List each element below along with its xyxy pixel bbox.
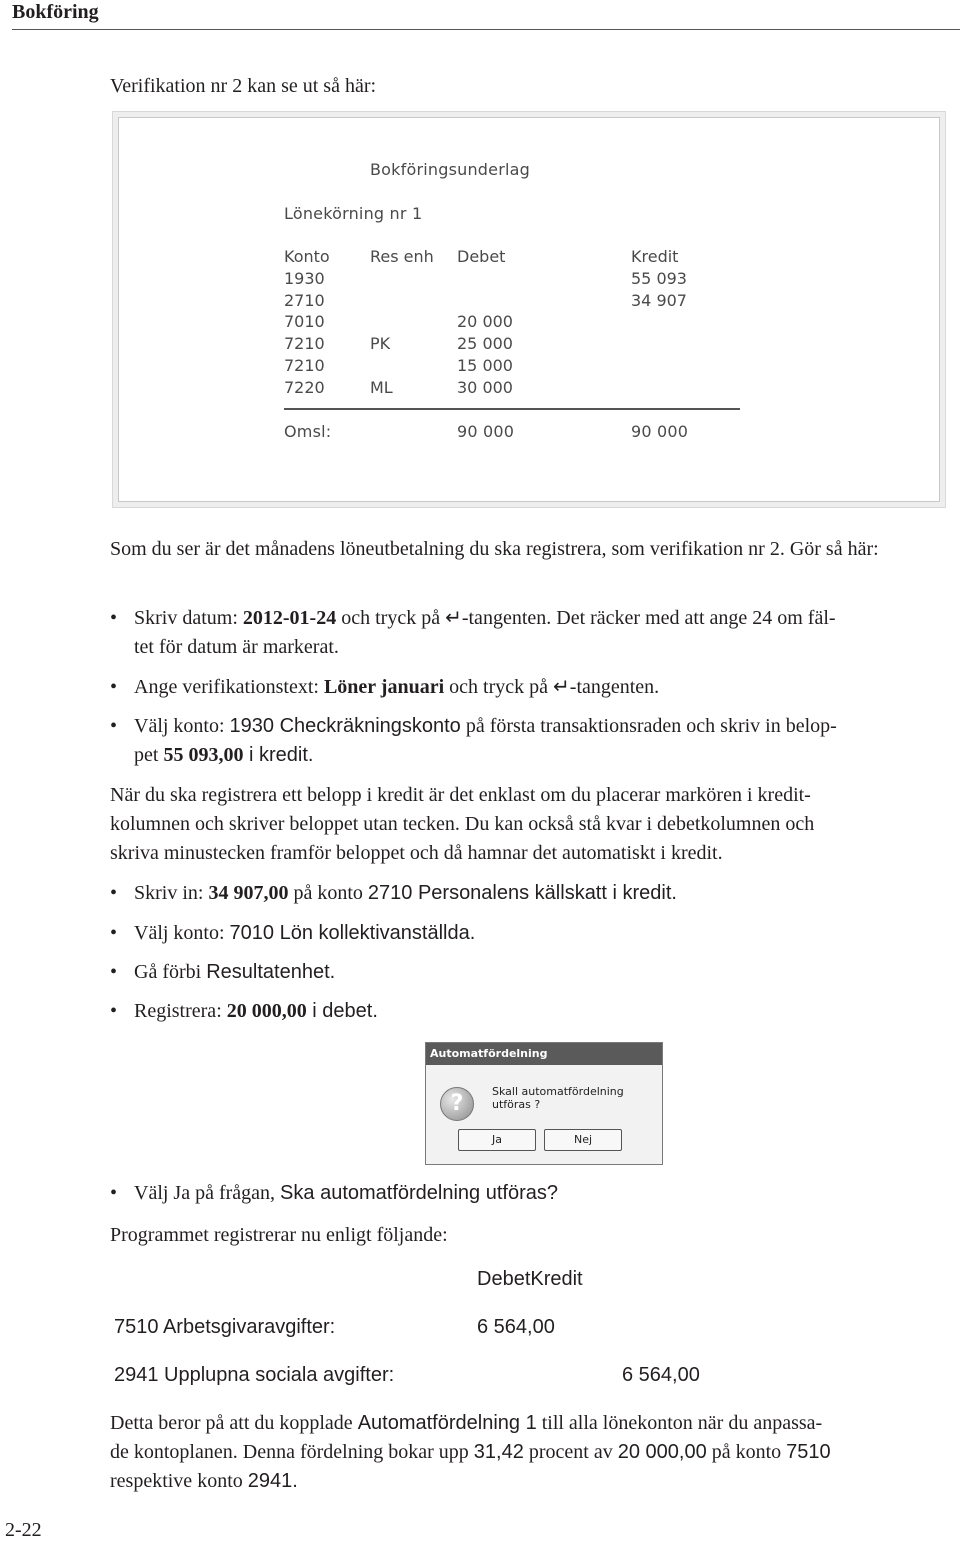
dialog-title: Automatfördelning — [426, 1043, 662, 1065]
result-row-debet: 6 564,00 — [477, 1316, 555, 1338]
bullet-text: Ange verifikationstext: — [134, 676, 324, 698]
cell-kredit — [631, 333, 687, 355]
cell-debet — [457, 290, 513, 312]
col-kredit — [631, 246, 687, 399]
header-kredit: Kredit — [631, 247, 679, 266]
field-name: Resultatenhet. — [206, 961, 336, 983]
cell-kredit — [631, 355, 687, 377]
cell-debet: 20 000 — [457, 312, 513, 332]
bullet-text: på konto — [288, 882, 368, 904]
account-number: 7510 — [786, 1441, 831, 1463]
bullet-text: och tryck på — [336, 607, 446, 629]
paragraph-line — [110, 1467, 960, 1496]
cell-konto: 7210 — [284, 355, 325, 375]
bullet-item — [110, 604, 960, 662]
text: på konto — [706, 1441, 787, 1463]
result-row-kredit: 6 564,00 — [622, 1364, 700, 1386]
intro-text: Verifikation nr 2 kan se ut så här: — [110, 75, 377, 97]
bullet-dot: • — [110, 882, 118, 904]
total-label: Omsl: — [284, 422, 332, 441]
total-kredit: 90 000 — [631, 422, 689, 441]
account-number: 2941. — [247, 1470, 298, 1492]
paragraph-line: skriva minustecken framför beloppet och då hamnar det automatiskt i kredit. — [110, 842, 723, 864]
bullet-dot: • — [110, 1000, 118, 1022]
bullet-text: i debet. — [306, 1000, 378, 1022]
header-konto: Konto — [284, 247, 330, 266]
automatfordelning-dialog — [425, 1042, 663, 1165]
bullet-item — [110, 958, 960, 987]
cell-konto: 1930 — [284, 268, 325, 288]
cell-kredit: 55 093 — [631, 268, 687, 288]
bullet-text: Registrera: — [134, 1000, 227, 1022]
cell-res — [370, 268, 434, 290]
voucher-title: Bokföringsunderlag — [370, 160, 530, 179]
text: procent av — [523, 1441, 618, 1463]
bullet-text: tet för datum är markerat. — [134, 636, 339, 658]
bullet-dot: • — [110, 1182, 118, 1204]
cell-debet: 15 000 — [457, 355, 513, 375]
bullet-text: i kredit. — [243, 744, 314, 766]
page-number: 2-22 — [5, 1519, 42, 1541]
bullet-dot: • — [110, 676, 118, 698]
dialog-question: Ska automatfördelning utföras? — [280, 1182, 558, 1204]
voucher-subtitle: Lönekörning nr 1 — [284, 204, 423, 223]
account-name: 1930 Checkräkningskonto — [229, 715, 461, 737]
cell-debet: 25 000 — [457, 334, 513, 354]
bullet-text: Skriv in: — [134, 882, 209, 904]
paragraph-1: Som du ser är det månadens löneutbetalning du ska registrera, som verifikation nr 2. Gör så här: — [110, 538, 879, 560]
bullet-dot: • — [110, 961, 118, 983]
cell-res: ML — [370, 377, 393, 397]
bullet-dot: • — [110, 607, 118, 629]
bullet-item — [110, 1179, 960, 1208]
paragraph-4 — [110, 1409, 960, 1496]
result-row-label: 2941 Upplupna sociala avgifter: — [114, 1364, 395, 1386]
header-res-enh: Res enh — [370, 247, 434, 266]
cell-konto: 7210 — [284, 334, 325, 354]
voucher-screenshot — [118, 117, 940, 502]
header-debet: Debet — [457, 247, 506, 266]
bullet-item — [110, 673, 960, 702]
paragraph-3: Programmet registrerar nu enligt följande: — [110, 1224, 448, 1246]
bullet-text: Välj Ja på frågan, — [134, 1182, 281, 1204]
cell-kredit — [631, 377, 687, 399]
bullet-text: på första transaktionsraden och skriv in belop- — [460, 715, 837, 737]
text: Detta beror på att du kopplade — [110, 1412, 358, 1434]
paragraph-line: När du ska registrera ett belopp i kredit är det enklast om du placerar markören i kredit- — [110, 784, 811, 806]
bullet-item — [110, 879, 960, 908]
amount-value: 34 907,00 — [208, 882, 289, 904]
amount-value: 55 093,00 — [163, 744, 244, 766]
col-konto — [284, 246, 330, 399]
bullet-text: -tangenten. Det räcker med att ange 24 om fäl- — [461, 607, 836, 629]
paragraph-line: kolumnen och skriver beloppet utan tecken. Du kan också stå kvar i debetkolumnen och — [110, 813, 815, 835]
enter-key-icon: ↵ — [445, 607, 462, 629]
bullet-item — [110, 919, 960, 948]
bullet-text: pet — [134, 744, 164, 766]
amount-value: 20 000,00 — [226, 1000, 307, 1022]
date-value: 2012-01-24 — [242, 607, 337, 629]
bullet-text: Gå förbi — [134, 961, 207, 983]
bullet-text: och tryck på — [444, 676, 554, 698]
bullet-item — [110, 997, 960, 1026]
cell-konto: 2710 — [284, 290, 325, 310]
cell-debet — [457, 268, 513, 290]
text: respektive konto — [110, 1470, 248, 1492]
total-debet: 90 000 — [457, 422, 515, 441]
bullet-dot: • — [110, 922, 118, 944]
dialog-message: Skall automatfördelning utföras ? — [492, 1085, 624, 1111]
cell-res — [370, 355, 434, 377]
no-button[interactable]: Nej — [544, 1129, 622, 1151]
account-name: 2710 Personalens källskatt i kredit. — [367, 882, 677, 904]
bullet-dot: • — [110, 715, 118, 737]
paragraph-2 — [110, 781, 960, 868]
enter-key-icon: ↵ — [553, 676, 570, 698]
bullet-text: Välj konto: — [134, 715, 230, 737]
paragraph-line — [110, 1409, 960, 1438]
bullet-text: Skriv datum: — [134, 607, 243, 629]
question-icon: ? — [440, 1087, 474, 1121]
col-res-enh — [370, 246, 434, 399]
header-rule — [12, 29, 960, 30]
total-rule — [284, 408, 740, 410]
bullet-text: Välj konto: — [134, 922, 230, 944]
col-debet — [457, 246, 513, 399]
cell-debet: 30 000 — [457, 377, 513, 397]
result-row-label: 7510 Arbetsgivaravgifter: — [114, 1316, 336, 1338]
bullet-item — [110, 712, 960, 770]
account-name: 7010 Lön kollektivanställda. — [229, 922, 476, 944]
text-value: Löner januari — [323, 676, 445, 698]
cell-res — [370, 290, 434, 312]
cell-konto: 7220 — [284, 377, 325, 397]
text: de kontoplanen. Denna fördelning bokar upp — [110, 1441, 474, 1463]
cell-konto: 7010 — [284, 312, 325, 332]
bullet-text: -tangenten. — [569, 676, 660, 698]
cell-res: PK — [370, 334, 391, 354]
result-header: DebetKredit — [477, 1268, 583, 1290]
cell-kredit — [631, 311, 687, 333]
cell-kredit: 34 907 — [631, 290, 687, 310]
yes-button[interactable]: Ja — [458, 1129, 536, 1151]
amount-value: 20 000,00 — [617, 1441, 707, 1463]
paragraph-line — [110, 1438, 960, 1467]
percent-value: 31,42 — [473, 1441, 524, 1463]
cell-res — [370, 311, 434, 333]
text: till alla lönekonton när du anpassa- — [536, 1412, 823, 1434]
running-header: Bokföring — [12, 1, 99, 23]
setting-name: Automatfördelning 1 — [357, 1412, 537, 1434]
